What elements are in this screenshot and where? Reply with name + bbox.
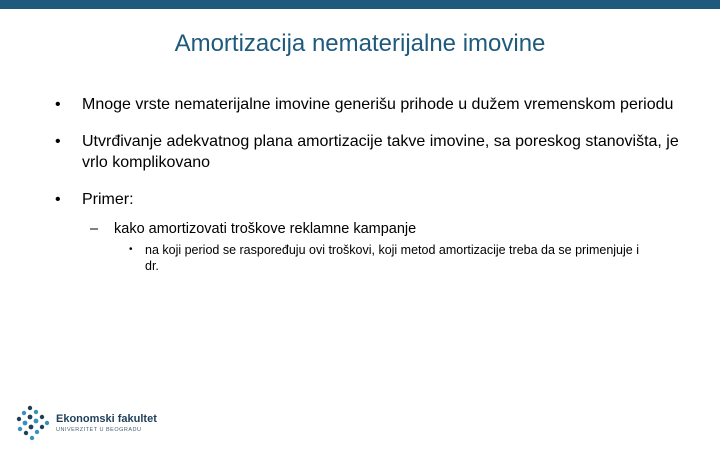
dash-marker: – xyxy=(90,221,99,237)
bullet-text: Mnoge vrste nematerijalne imovine generišu prihode u dužem vremenskom periodu xyxy=(82,96,674,113)
slide-content xyxy=(52,94,692,274)
bullet-item xyxy=(52,189,692,210)
bullet-text: Utvrđivanje adekvatnog plana amortizacije takve imovine, sa poreskog stanovišta, je vrlo komplikovano xyxy=(82,133,679,171)
sub-sub-bullet-item xyxy=(127,242,645,274)
sub-bullet-text: kako amortizovati troškove reklamne kampanje xyxy=(114,221,417,237)
bullet-marker: • xyxy=(129,244,133,255)
logo-subtitle: UNIVERZITET U BEOGRADU xyxy=(56,427,142,433)
bullet-marker: • xyxy=(55,191,61,208)
ekonomski-fakultet-logo xyxy=(16,405,176,441)
sub-sub-bullet-text: na koji period se raspoređuju ovi troškovi, koji metod amortizacije treba da se primenjuje i dr. xyxy=(145,243,639,273)
bullet-marker: • xyxy=(55,96,61,113)
sub-bullet-item xyxy=(90,220,692,239)
bullet-marker: • xyxy=(55,133,61,150)
logo-mark-icon xyxy=(16,405,52,441)
bullet-item xyxy=(52,94,692,115)
slide-title: Amortizacija nematerijalne imovine xyxy=(174,30,546,57)
bullet-item xyxy=(52,131,692,173)
bullet-text: Primer: xyxy=(82,191,134,208)
logo-name: Ekonomski fakultet xyxy=(56,413,157,425)
top-accent-bar xyxy=(0,0,720,9)
